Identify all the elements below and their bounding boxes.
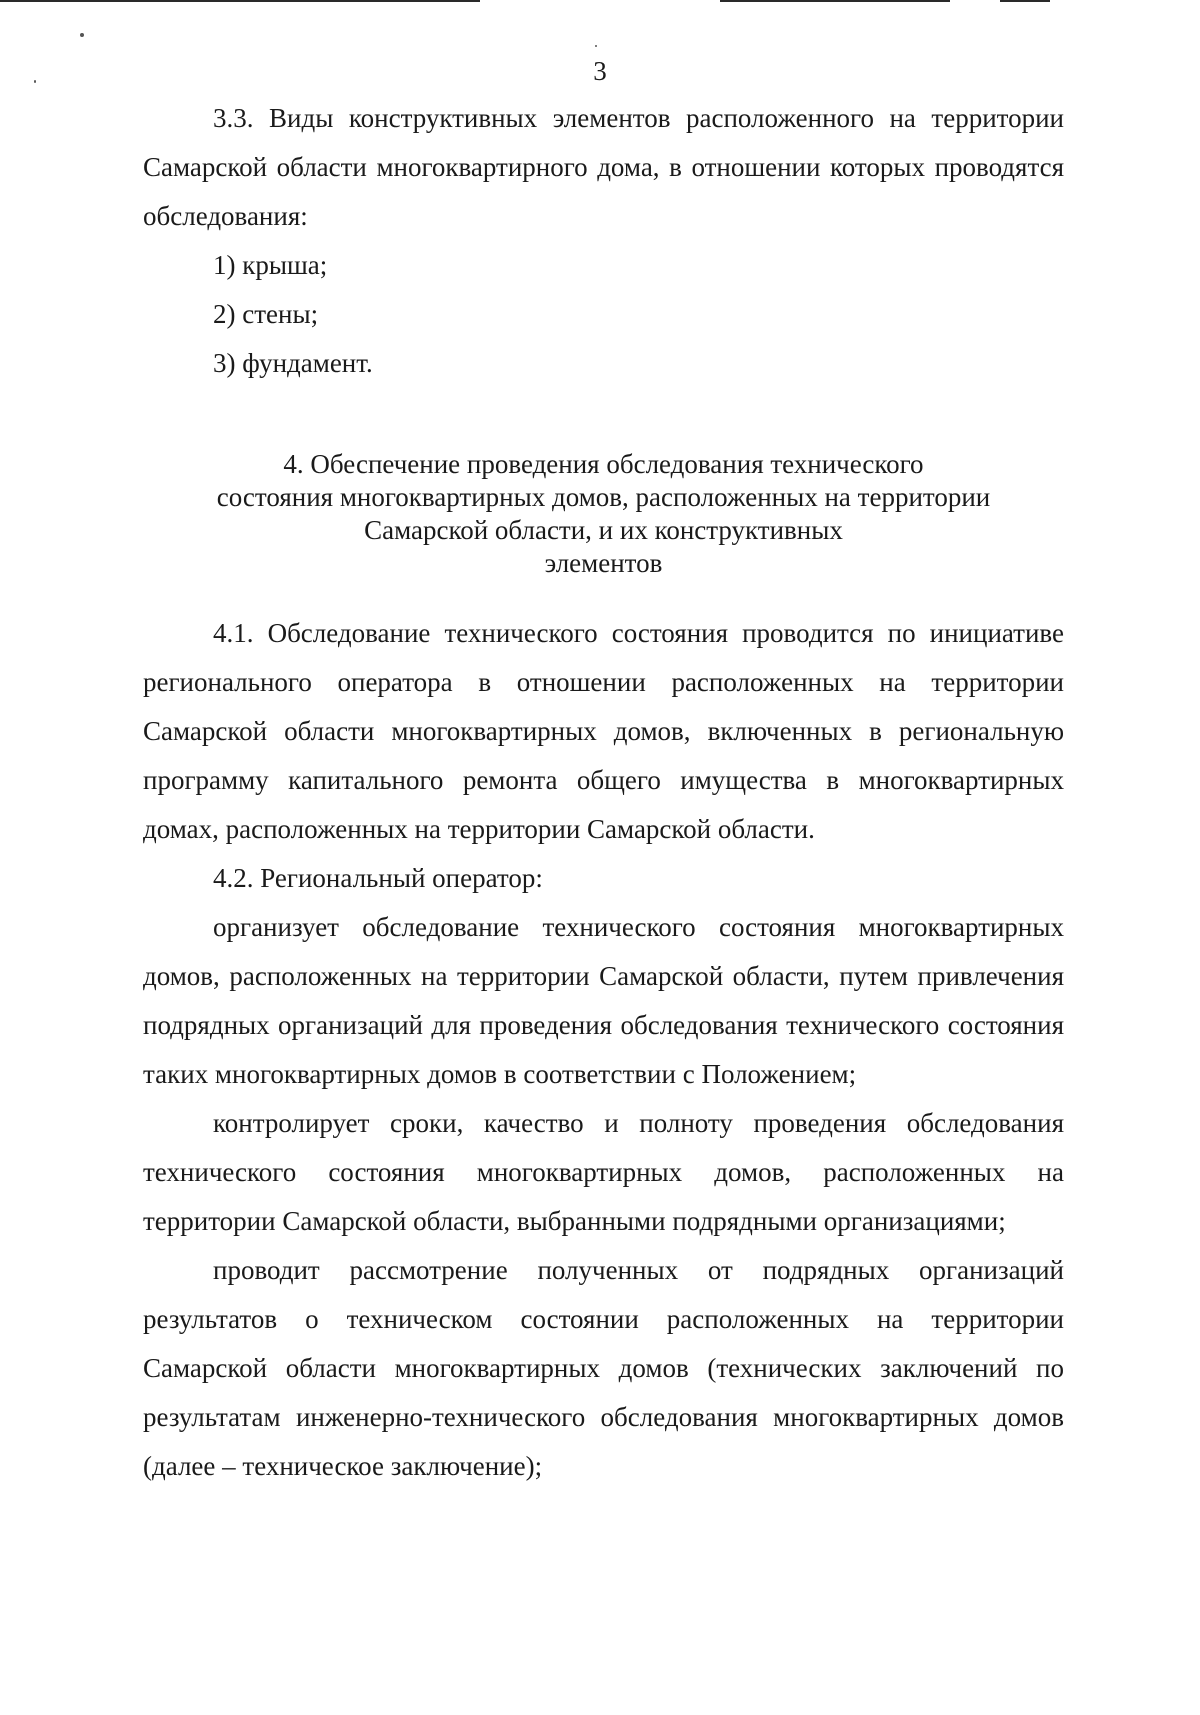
scan-edge-line — [720, 0, 950, 2]
heading-line: Самарской области, и их конструктивных — [364, 515, 843, 545]
heading-line: 4. Обеспечение проведения обследования технического — [283, 449, 924, 479]
section-4-block — [143, 609, 1064, 1491]
scan-speck — [595, 45, 597, 47]
scan-edge-line — [1000, 0, 1050, 2]
section-4-heading — [143, 448, 1064, 580]
paragraph-3-3: 3.3. Виды конструктивных элементов расположенного на территории Самарской области многоквартирного дома, в отношении которых проводятся обследования: — [143, 103, 1064, 231]
paragraph-4-2: 4.2. Региональный оператор: — [213, 863, 543, 893]
heading-line: состояния многоквартирных домов, расположенных на территории — [216, 482, 991, 512]
section-3-block — [143, 94, 1064, 388]
duty-controls: контролирует сроки, качество и полноту проведения обследования технического состояния многоквартирных домов, расположенных на территории Самарской области, выбранными подрядными организациями; — [143, 1108, 1064, 1236]
duty-organizes: организует обследование технического состояния многоквартирных домов, расположенных на территории Самарской области, путем привлечения подрядных организаций для проведения обследования технического состояния таких многоквартирных домов в соответствии с Положением; — [143, 912, 1064, 1089]
page-number: 3 — [593, 56, 607, 86]
scan-edge-line — [0, 0, 480, 2]
heading-line: элементов — [544, 548, 663, 578]
scan-speck — [80, 33, 84, 37]
list-item-foundation: 3) фундамент. — [213, 348, 373, 378]
list-item-walls: 2) стены; — [213, 299, 319, 329]
duty-reviews: проводит рассмотрение полученных от подрядных организаций результатов о техническом состоянии расположенных на территории Самарской области многоквартирных домов (технических заключений по результатам инженерно-технического обследования многоквартирных домов (далее – техническое заключение); — [143, 1255, 1064, 1481]
list-item-roof: 1) крыша; — [213, 250, 328, 280]
paragraph-4-1: 4.1. Обследование технического состояния проводится по инициативе регионального оператора в отношении расположенных на территории Самарской области многоквартирных домов, включенных в региональную программу капитального ремонта общего имущества в многоквартирных домах, расположенных на территории Самарской области. — [143, 618, 1064, 844]
